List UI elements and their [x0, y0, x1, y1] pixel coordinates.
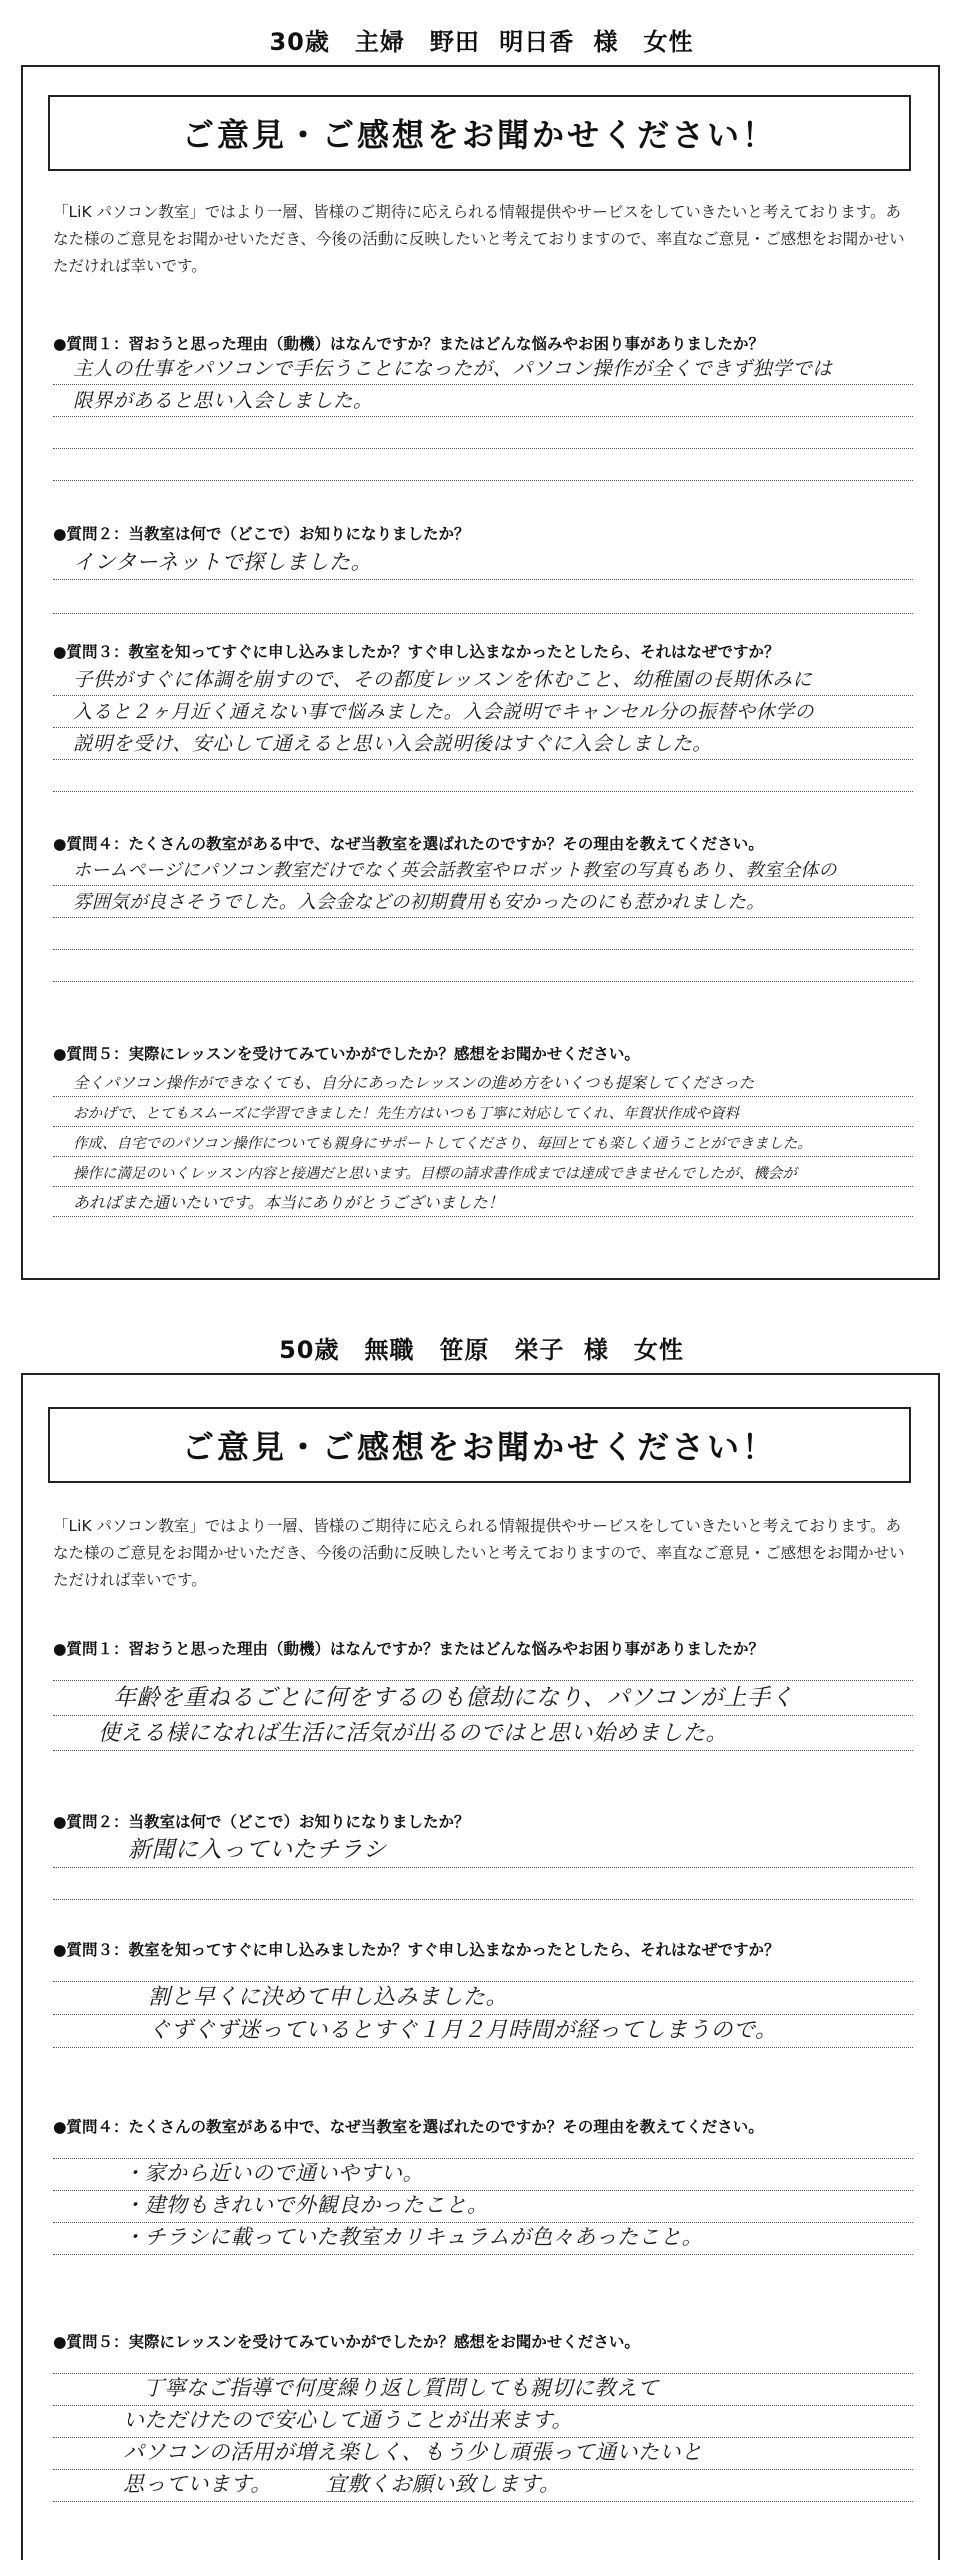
answer-line: 割と早くに決めて申し込みました。	[148, 1985, 509, 2010]
answer-line: ・チラシに載っていた教室カリキュラムが色々あったこと。	[123, 2225, 704, 2249]
answer-line: 限界があると思い入会しました。	[73, 389, 374, 412]
answer-line: 説明を受け、安心して通えると思い入会説明後はすぐに入会しました。	[73, 732, 713, 755]
question-label: ●質問４：たくさんの教室がある中で、なぜ当教室を選ばれたのですか？その理由を教えてください。	[53, 2118, 764, 2136]
answer-line: 丁寧なご指導で何度繰り返し質問しても親切に教えて	[143, 2376, 659, 2400]
question-1	[53, 1637, 913, 1751]
question-label: ●質問１：習おうと思った理由（動機）はなんですか？またはどんな悩みやお困り事がありましたか？	[53, 335, 765, 353]
answer-line: ホームページにパソコン教室だけでなく英会話教室やロボット教室の写真もあり、教室全体の	[73, 860, 837, 881]
question-label: ●質問３：教室を知ってすぐに申し込みましたか？すぐ申し込まなかったとしたら、それはなぜですか？	[53, 1941, 780, 1959]
answer-line: いただけたので安心して通うことが出来ます。	[123, 2408, 573, 2432]
question-label: ●質問２：当教室は何で（どこで）お知りになりましたか？	[53, 525, 470, 543]
question-3	[53, 640, 913, 792]
respondent-title: 50歳 無職 笹原 栄子 様 女性	[279, 1336, 684, 1364]
answer-line: ぐずぐず迷っているとすぐ１月２月時間が経ってしまうので。	[148, 2018, 778, 2043]
question-label: ●質問２：当教室は何で（どこで）お知りになりましたか？	[53, 1813, 470, 1831]
answer-line: 作成、自宅でのパソコン操作についても親身にサポートしてくださり、毎回とても楽しく通うことができました。	[73, 1136, 812, 1152]
respondent-title: 30歳 主婦 野田 明日香 様 女性	[269, 28, 694, 56]
answer-line: 年齢を重ねるごとに何をするのも億劫になり、パソコンが上手く	[113, 1685, 795, 1711]
question-1	[53, 332, 913, 481]
answer-line: 思っています。 宜敷くお願い致します。	[123, 2472, 561, 2496]
answer-line: 使える様になれば生活に活気が出るのではと思い始めました。	[98, 1721, 729, 1746]
answer-line: パソコンの活用が増え楽しく、もう少し頑張って通いたいと	[123, 2440, 703, 2464]
question-4	[53, 2115, 913, 2255]
question-3	[53, 1938, 913, 2048]
question-label: ●質問５：実際にレッスンを受けてみていかがでしたか？感想をお聞かせください。	[53, 2333, 640, 2351]
question-4	[53, 832, 913, 982]
feedback-form	[21, 1373, 940, 2560]
answer-line: 全くパソコン操作ができなくても、自分にあったレッスンの進め方をいくつも提案してくださった	[73, 1074, 755, 1092]
form-banner: ご意見・ご感想をお聞かせください！	[48, 95, 911, 171]
question-label: ●質問３：教室を知ってすぐに申し込みましたか？すぐ申し込まなかったとしたら、それはなぜですか？	[53, 643, 780, 661]
answer-line: あればまた通いたいです。本当にありがとうございました！	[73, 1193, 504, 1212]
answer-line: 主人の仕事をパソコンで手伝うことになったが、パソコン操作が全くできず独学では	[73, 357, 833, 380]
answer-line: 入ると２ヶ月近く通えない事で悩みました。入会説明でキャンセル分の振替や休学の	[73, 701, 815, 723]
answer-line: インターネットで探しました。	[73, 550, 373, 574]
answer-line: ・建物もきれいで外観良かったこと。	[123, 2193, 489, 2217]
question-2	[53, 522, 913, 614]
feedback-form	[21, 65, 940, 1280]
question-label: ●質問５：実際にレッスンを受けてみていかがでしたか？感想をお聞かせください。	[53, 1045, 640, 1063]
question-label: ●質問１：習おうと思った理由（動機）はなんですか？またはどんな悩みやお困り事がありましたか？	[53, 1640, 765, 1658]
question-5	[53, 1042, 913, 1217]
form-intro: 「LiK パソコン教室」ではより一層、皆様のご期待に応えられる情報提供やサービスをしていきたいと考えております。あなた様のご意見をお聞かせいただき、今後の活動に反映したいと考えておりますので、率直なご意見・ご感想をお聞かせいただければ幸いです。	[53, 1517, 905, 1589]
answer-line: 新聞に入っていたチラシ	[128, 1837, 387, 1863]
answer-line: ・家から近いので通いやすい。	[123, 2161, 424, 2185]
answer-line: 操作に満足のいくレッスン内容と接遇だと思います。目標の請求書作成までは達成できませんでしたが、機会が	[73, 1166, 797, 1182]
answer-line: 子供がすぐに体調を崩すので、その都度レッスンを休むこと、幼稚園の長期休みに	[73, 668, 813, 691]
form-intro: 「LiK パソコン教室」ではより一層、皆様のご期待に応えられる情報提供やサービスをしていきたいと考えております。あなた様のご意見をお聞かせいただき、今後の活動に反映したいと考えておりますので、率直なご意見・ご感想をお聞かせいただければ幸いです。	[53, 203, 905, 275]
question-label: ●質問４：たくさんの教室がある中で、なぜ当教室を選ばれたのですか？その理由を教えてください。	[53, 835, 764, 853]
answer-line: 雰囲気が良さそうでした。入会金などの初期費用も安かったのにも惹かれました。	[73, 892, 765, 913]
form-banner: ご意見・ご感想をお聞かせください！	[48, 1407, 911, 1483]
answer-line: おかげで、とてもスムーズに学習できました！先生方はいつも丁寧に対応してくれ、年賀状作成や資料	[73, 1106, 740, 1122]
question-5	[53, 2330, 913, 2502]
question-2	[53, 1810, 913, 1900]
